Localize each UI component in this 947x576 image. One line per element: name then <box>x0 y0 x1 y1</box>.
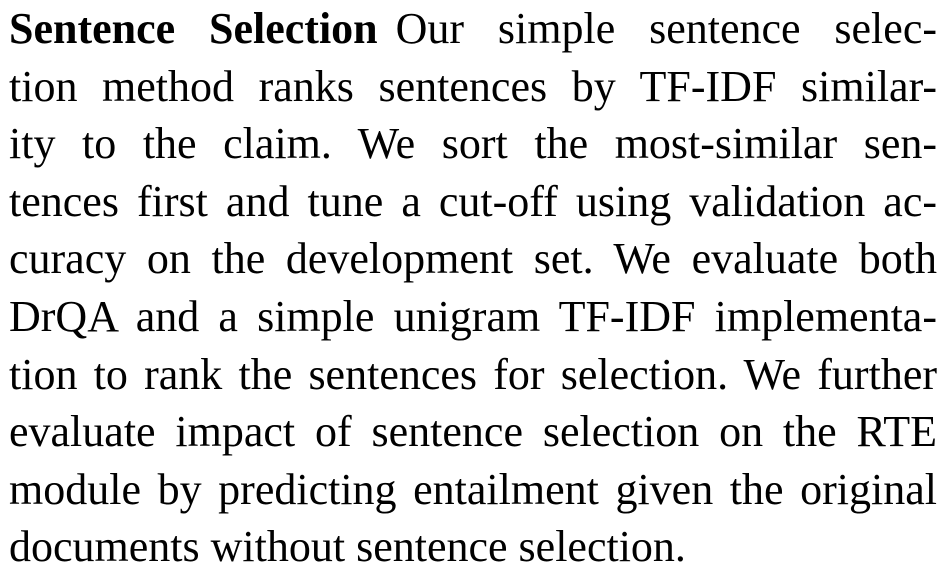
paragraph-line-9: module by predicting entailment given the original <box>9 464 937 514</box>
paragraph-line-4: tences first and tune a cut-off using validation ac- <box>9 176 937 226</box>
section-heading: Sentence Selection <box>9 4 378 53</box>
paragraph-line-1 <box>9 0 937 58</box>
paragraph <box>9 0 937 576</box>
paragraph-line-8: evaluate impact of sentence selection on the RTE <box>9 407 937 457</box>
paragraph-line-10: documents without sentence selection. <box>9 522 686 572</box>
paragraph-line-7: tion to rank the sentences for selection. We further <box>9 349 937 399</box>
paragraph-line-6: DrQA and a simple unigram TF-IDF implementa- <box>9 291 937 341</box>
line-text: Our simple sentence selec- <box>395 4 937 53</box>
paragraph-line-3: ity to the claim. We sort the most-similar sen- <box>9 119 937 169</box>
paragraph-line-2: tion method ranks sentences by TF-IDF similar- <box>9 61 937 111</box>
paragraph-line-5: curacy on the development set. We evaluate both <box>9 234 937 284</box>
